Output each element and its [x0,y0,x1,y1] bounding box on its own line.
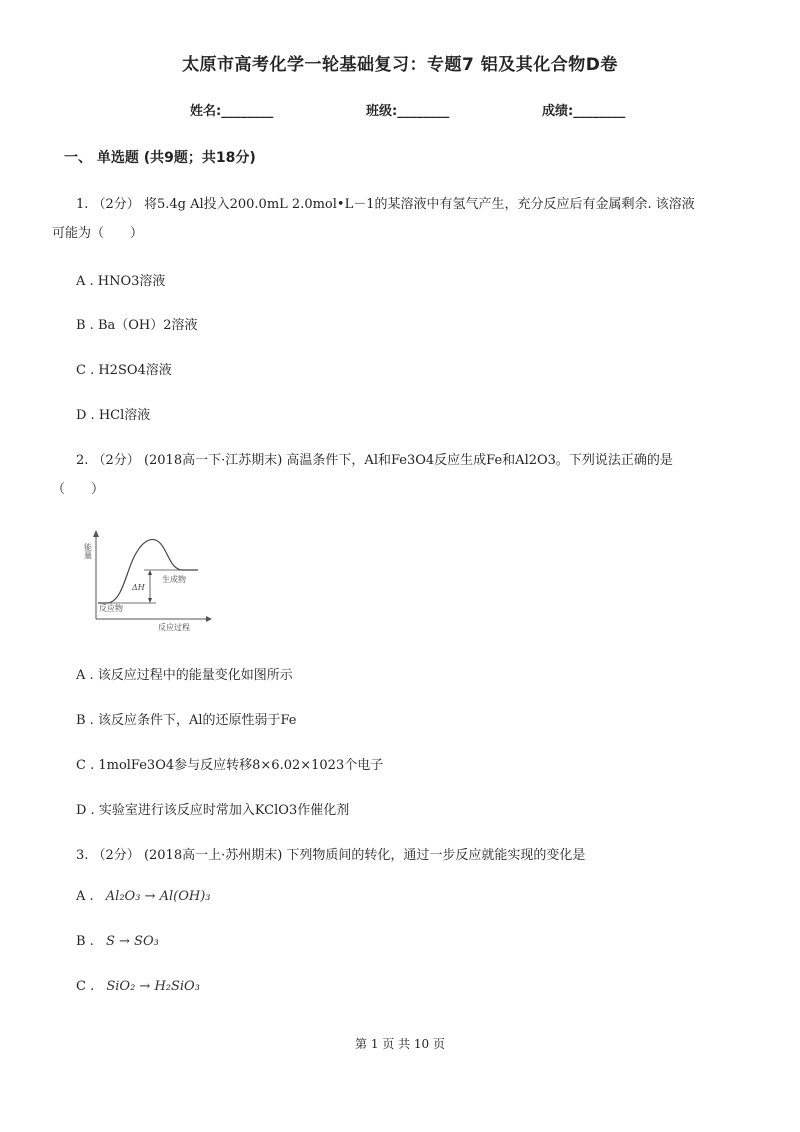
option-equation: S → SO₃ [105,934,159,949]
question-3-option-b [76,934,159,949]
option-equation: SiO₂ → H₂SiO₃ [106,979,200,994]
question-2-option-a: A . 该反应过程中的能量变化如图所示 [76,668,293,683]
page-footer: 第 1 页 共 10 页 [355,1037,445,1051]
section-heading: 一、 单选题 (共9题；共18分) [64,150,256,166]
product-label: 生成物 [162,575,186,584]
question-1-line-2: 可能为（ ） [52,226,144,241]
name-field: 姓名:________ [190,104,274,119]
y-axis-label: 能量 [83,543,93,559]
question-1-option-c: C . H2SO4溶液 [76,363,172,378]
question-2-option-b: B . 该反应条件下，Al的还原性弱于Fe [76,713,297,728]
option-letter: C . [76,979,95,994]
question-1-option-d: D . HCl溶液 [76,408,151,423]
question-2-line-1: 2. （2分） (2018高一下·江苏期末) 高温条件下，Al和Fe3O4反应生成Fe和Al2O3。下列说法正确的是 [76,453,673,468]
question-1-option-a: A . HNO3溶液 [76,274,166,289]
delta-h-label: ΔH [132,583,145,592]
option-letter: B . [76,934,94,949]
question-3-option-a [76,889,210,904]
energy-diagram [83,527,216,637]
question-2-option-d: D . 实验室进行该反应时常加入KClO3作催化剂 [76,803,350,818]
x-axis-label: 反应过程 [158,623,190,632]
question-1-option-b: B . Ba（OH）2溶液 [76,318,198,333]
option-letter: A . [76,889,94,904]
question-3-option-c [76,979,200,994]
class-field: 班级:________ [366,104,450,119]
option-equation: Al₂O₃ → Al(OH)₃ [105,889,211,904]
y-axis-arrow [93,530,99,537]
x-axis-arrow [206,616,212,622]
question-1-line-1: 1. （2分） 将5.4g Al投入200.0mL 2.0mol•L－1的某溶液中有氢气产生，充分反应后有金属剩余. 该溶液 [76,197,695,212]
reactant-label: 反应物 [99,604,123,613]
score-field: 成绩:________ [542,104,626,119]
question-2-option-c: C . 1molFe3O4参与反应转移8×6.02×1023个电子 [76,758,384,773]
document-title: 太原市高考化学一轮基础复习：专题7 铝及其化合物D卷 [182,55,618,75]
question-2-line-2: （ ） [52,482,105,497]
energy-curve [98,539,198,603]
question-3-line-1: 3. （2分） (2018高一上·苏州期末) 下列物质间的转化，通过一步反应就能实现的变化是 [76,848,586,863]
